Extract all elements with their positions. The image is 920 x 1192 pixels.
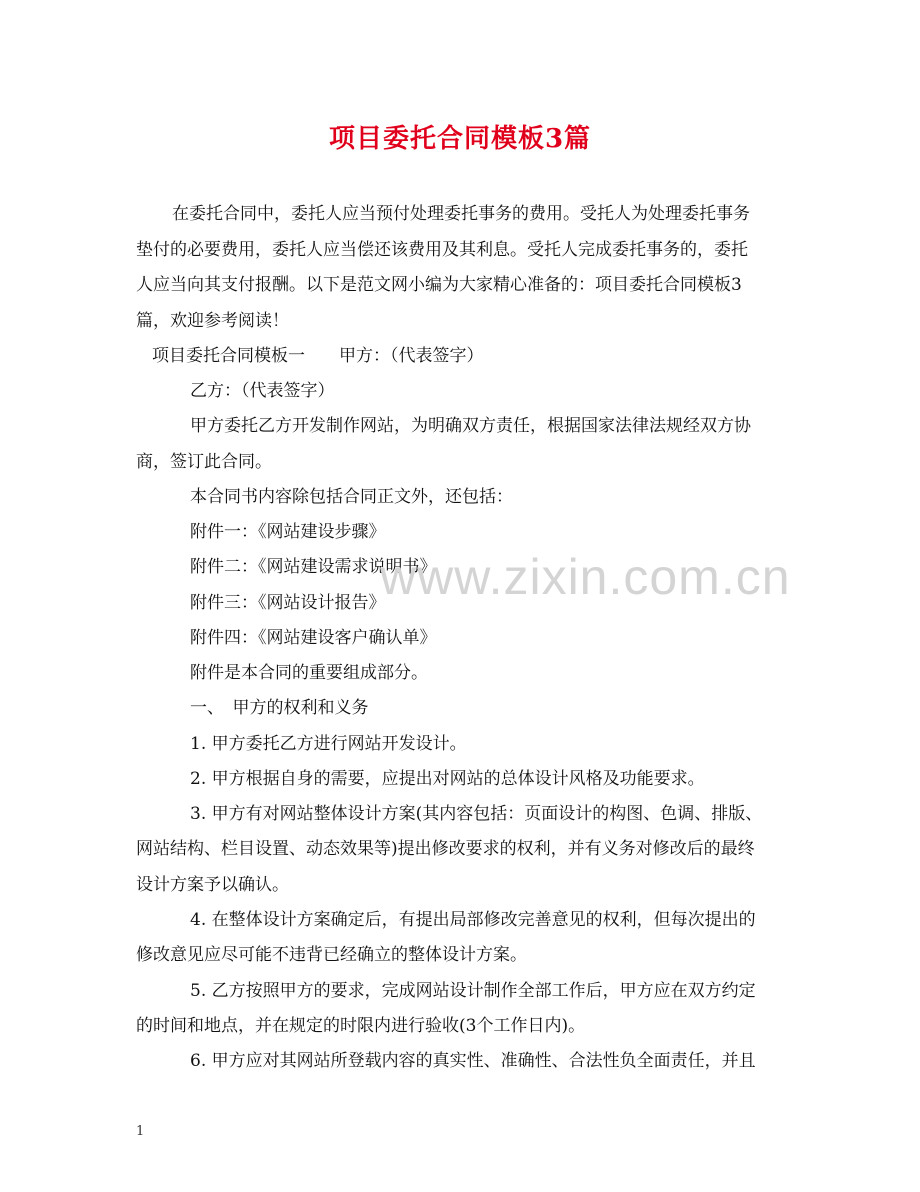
body-line: 商，签订此合同。 (136, 452, 272, 472)
body-line: 附件二：《网站建设需求说明书》 (190, 557, 437, 577)
body-line: 项目委托合同模板一 甲方：（代表签字） (152, 346, 484, 366)
body-line: 一、 甲方的权利和义务 (190, 698, 369, 718)
body-line: 网站结构、栏目设置、动态效果等)提出修改要求的权利，并有义务对修改后的最终 (136, 839, 755, 859)
body-line: 人应当向其支付报酬。以下是范文网小编为大家精心准备的：项目委托合同模板3 (136, 275, 742, 295)
document-title: 项目委托合同模板3篇 (328, 124, 592, 154)
body-line: 垫付的必要费用，委托人应当偿还该费用及其利息。受托人完成委托事务的，委托 (136, 240, 748, 260)
body-line: 附件三：《网站设计报告》 (190, 593, 386, 613)
page-number: 1 (136, 1124, 145, 1139)
body-line: 本合同书内容除包括合同正文外，还包括： (190, 487, 513, 507)
body-line: 乙方：（代表签字） (190, 381, 335, 401)
body-line: 1. 甲方委托乙方进行网站开发设计。 (190, 734, 467, 754)
body-line: 5. 乙方按照甲方的要求，完成网站设计制作全部工作后，甲方应在双方约定 (190, 981, 756, 1001)
body-line: 的时间和地点，并在规定的时限内进行验收(3个工作日内)。 (136, 1016, 586, 1036)
body-line: 设计方案予以确认。 (136, 875, 289, 895)
body-line: 4. 在整体设计方案确定后，有提出局部修改完善意见的权利，但每次提出的 (190, 910, 756, 930)
watermark: www.zixin.com.cn (380, 549, 791, 605)
body-line: 附件四：《网站建设客户确认单》 (190, 628, 437, 648)
body-line: 在委托合同中，委托人应当预付处理委托事务的费用。受托人为处理委托事务 (172, 204, 750, 224)
body-line: 修改意见应尽可能不违背已经确立的整体设计方案。 (136, 945, 527, 965)
body-line: 附件一：《网站建设步骤》 (190, 522, 386, 542)
body-line: 2. 甲方根据自身的需要，应提出对网站的总体设计风格及功能要求。 (190, 769, 705, 789)
body-line: 甲方委托乙方开发制作网站，为明确双方责任，根据国家法律法规经双方协 (190, 416, 751, 436)
body-line: 6. 甲方应对其网站所登载内容的真实性、准确性、合法性负全面责任，并且 (190, 1051, 756, 1071)
body-line: 附件是本合同的重要组成部分。 (190, 663, 428, 683)
body-line: 3. 甲方有对网站整体设计方案(其内容包括：页面设计的构图、色调、排版、 (190, 804, 763, 824)
body-line: 篇，欢迎参考阅读！ (136, 311, 289, 331)
